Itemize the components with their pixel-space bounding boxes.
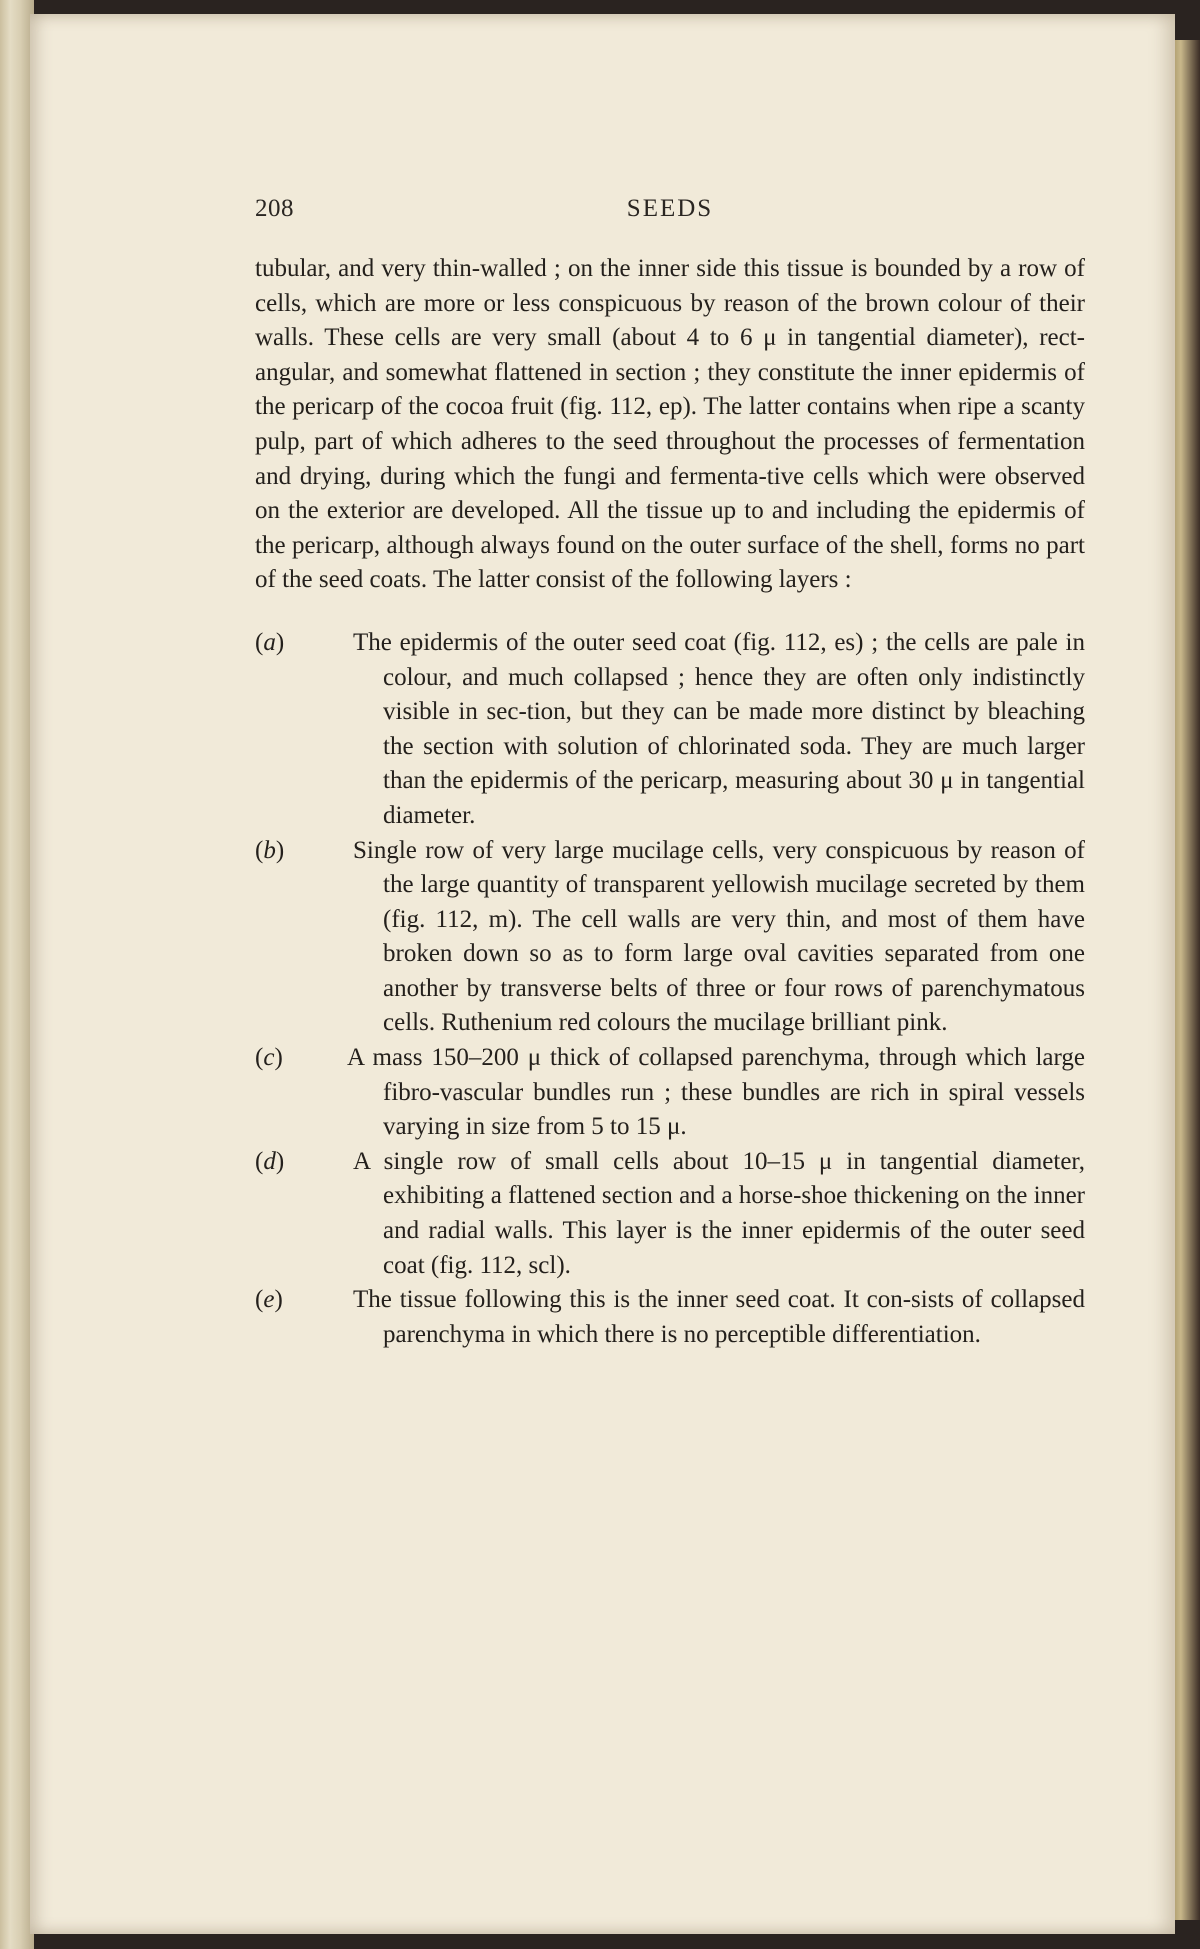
list-item-label: (b) — [255, 836, 285, 864]
list-item — [255, 1041, 1085, 1145]
list-item-label: (a) — [255, 628, 285, 656]
list-item-label: (c) — [255, 1044, 283, 1072]
body-text — [255, 252, 1085, 1352]
list-item-label: (e) — [255, 1286, 283, 1314]
list-item — [255, 1145, 1085, 1283]
list-item — [255, 834, 1085, 1042]
list-item — [255, 626, 1085, 834]
list-item-text: Single row of very large mucilage cells, very conspicuous by reason of the large quantity of transparent yellowish mucilage secreted by them (fig. 112, m). The cell walls are very thin, and most of them have broken down so as to form large oval cavities separated from one another by transverse belts of three or four rows of parenchymatous cells. Ruthenium red colours the mucilage brilliant pink. — [353, 836, 1085, 1037]
intro-paragraph: tubular, and very thin-walled ; on the inner side this tissue is bounded by a row of cells, which are more or less conspicuous by reason of the brown colour of their walls. These cells are very small (about 4 to 6 μ in tangential diameter), rect-angular, and somewhat flattened in section ; they constitute the inner epidermis of the pericarp of the cocoa fruit (fig. 112, ep). The latter contains when ripe a scanty pulp, part of which adheres to the seed throughout the processes of fermentation and drying, during which the fungi and fermenta-tive cells which were observed on the exterior are developed. All the tissue up to and including the epidermis of the pericarp, although always found on the outer surface of the shell, forms no part of the seed coats. The latter consist of the following layers : — [255, 255, 1085, 594]
page-header — [255, 195, 1085, 231]
book-spine — [0, 0, 34, 1949]
seed-coat-layers-list — [255, 626, 1085, 1352]
list-item-label: (d) — [255, 1147, 285, 1175]
list-item-text: The epidermis of the outer seed coat (fig. 112, es) ; the cells are pale in colour, and much collapsed ; hence they are often only indistinctly visible in sec-tion, but they can be made more distinct by bleaching the section with solution of chlorinated soda. They are much larger than the epidermis of the pericarp, measuring about 30 μ in tangential diameter. — [353, 628, 1085, 829]
list-item-text: The tissue following this is the inner seed coat. It con-sists of collapsed parenchyma in which there is no perceptible differentiation. — [353, 1286, 1085, 1348]
list-item-text: A mass 150–200 μ thick of collapsed parenchyma, through which large fibro-vascular bundles run ; these bundles are rich in spiral vessels varying in size from 5 to 15 μ. — [347, 1044, 1085, 1141]
page-number: 208 — [255, 195, 294, 222]
list-item-text: A single row of small cells about 10–15 μ in tangential diameter, exhibiting a flattened section and a horse-shoe thickening on the inner and radial walls. This layer is the inner epidermis of the outer seed coat (fig. 112, scl). — [353, 1147, 1085, 1279]
running-head: SEEDS — [626, 195, 714, 222]
list-item — [255, 1283, 1085, 1352]
